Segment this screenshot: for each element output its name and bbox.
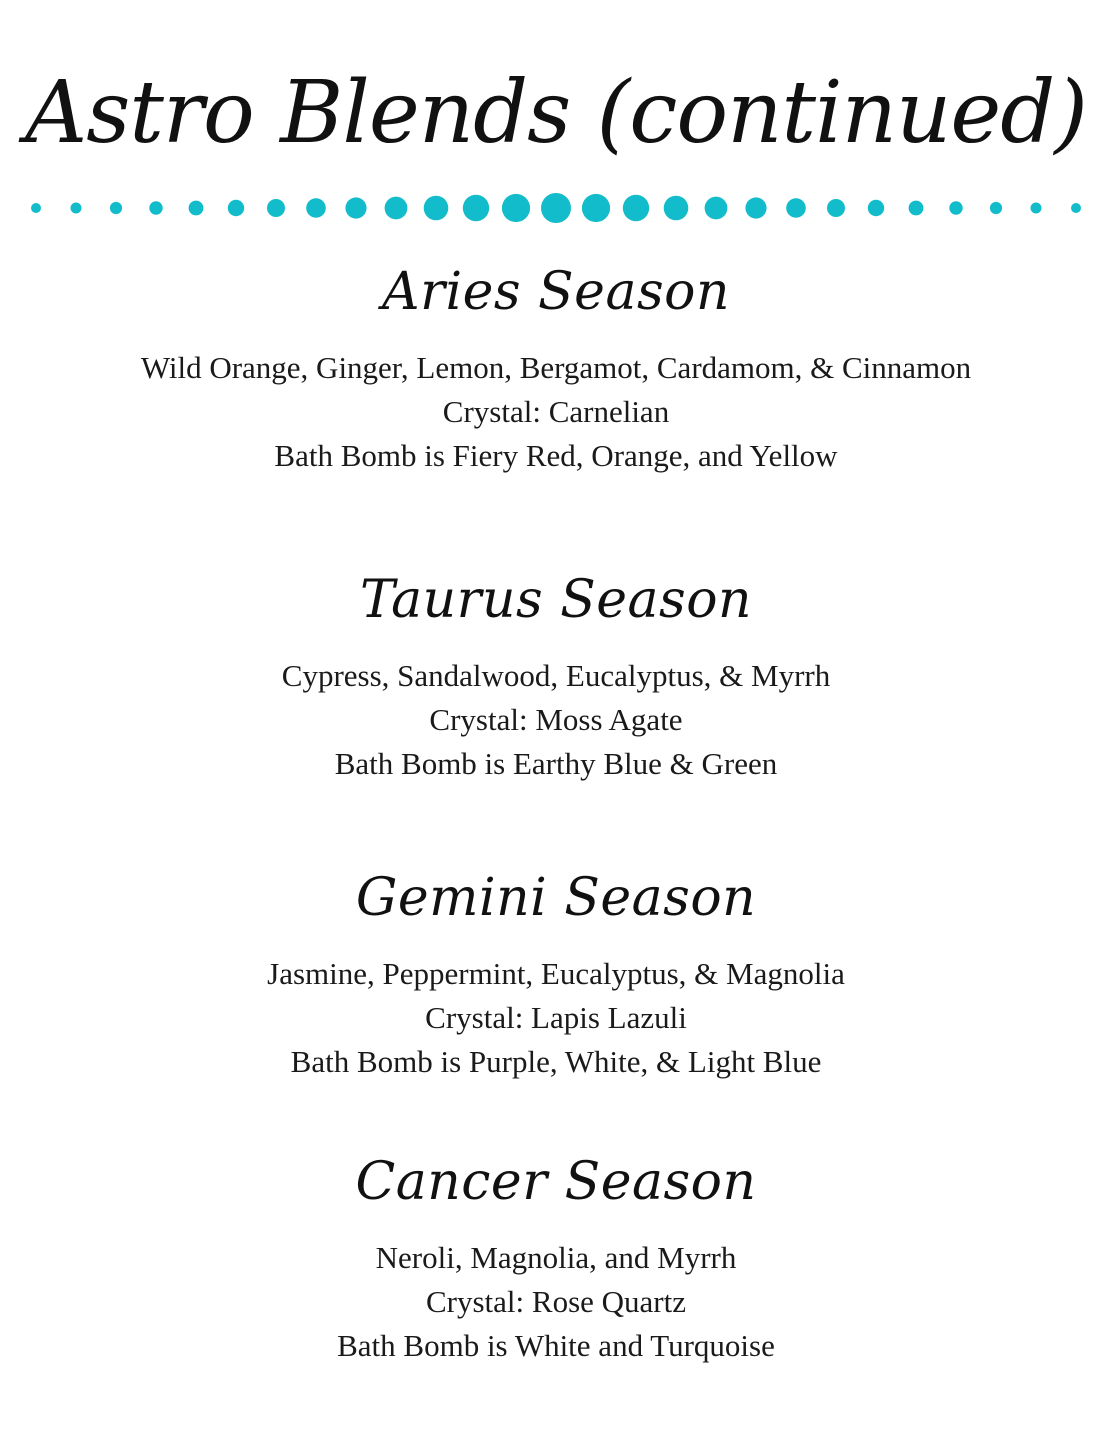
- crystal-text: Crystal: Moss Agate: [429, 702, 683, 737]
- divider-dot: [424, 196, 449, 221]
- crystal-text: Crystal: Lapis Lazuli: [425, 1000, 687, 1035]
- divider-dot: [149, 201, 162, 214]
- divider-dot: [990, 202, 1002, 214]
- divider-dot: [1071, 203, 1081, 213]
- divider-dot: [705, 197, 728, 220]
- divider-dot: [1031, 203, 1042, 214]
- divider-dot: [31, 203, 41, 213]
- divider-dot: [745, 197, 766, 218]
- section-heading: Aries Season: [382, 262, 730, 322]
- divider-dot: [385, 197, 408, 220]
- page-title: Astro Blends (continued): [25, 63, 1087, 163]
- crystal-text: Crystal: Rose Quartz: [425, 1284, 686, 1319]
- divider-dot: [267, 199, 285, 217]
- ingredients-text: Jasmine, Peppermint, Eucalyptus, & Magnolia: [267, 956, 845, 991]
- divider-dot: [664, 196, 689, 221]
- divider-dot: [541, 193, 571, 223]
- section-taurus: [0, 560, 1112, 786]
- divider-dot: [110, 202, 122, 214]
- bath-bomb-text: Bath Bomb is Fiery Red, Orange, and Yellow: [274, 438, 838, 473]
- bath-bomb-text: Bath Bomb is Purple, White, & Light Blue: [290, 1044, 822, 1079]
- section-aries: [0, 252, 1112, 478]
- section-gemini: [0, 858, 1112, 1084]
- divider-dot: [71, 203, 82, 214]
- divider-dot: [909, 201, 924, 216]
- divider-dot: [345, 197, 366, 218]
- divider-dot: [623, 195, 649, 221]
- bath-bomb-text: Bath Bomb is White and Turquoise: [337, 1328, 775, 1363]
- ingredients-text: Neroli, Magnolia, and Myrrh: [375, 1240, 737, 1275]
- section-heading: Taurus Season: [359, 570, 753, 630]
- divider-dot: [786, 198, 806, 218]
- divider-dot: [949, 201, 962, 214]
- divider-dot: [502, 194, 530, 222]
- section-heading: Gemini Season: [355, 868, 757, 928]
- ingredients-text: Wild Orange, Ginger, Lemon, Bergamot, Cardamom, & Cinnamon: [140, 350, 972, 385]
- divider-dot: [306, 198, 326, 218]
- divider-dot: [228, 200, 244, 216]
- divider-dot: [582, 194, 610, 222]
- dotted-divider: [0, 188, 1112, 228]
- section-heading: Cancer Season: [355, 1152, 757, 1212]
- bath-bomb-text: Bath Bomb is Earthy Blue & Green: [334, 746, 778, 781]
- divider-dot: [463, 195, 489, 221]
- ingredients-text: Cypress, Sandalwood, Eucalyptus, & Myrrh: [281, 658, 831, 693]
- divider-dot: [827, 199, 845, 217]
- divider-dot: [189, 201, 204, 216]
- divider-dot: [868, 200, 884, 216]
- crystal-text: Crystal: Carnelian: [442, 394, 670, 429]
- section-cancer: [0, 1142, 1112, 1368]
